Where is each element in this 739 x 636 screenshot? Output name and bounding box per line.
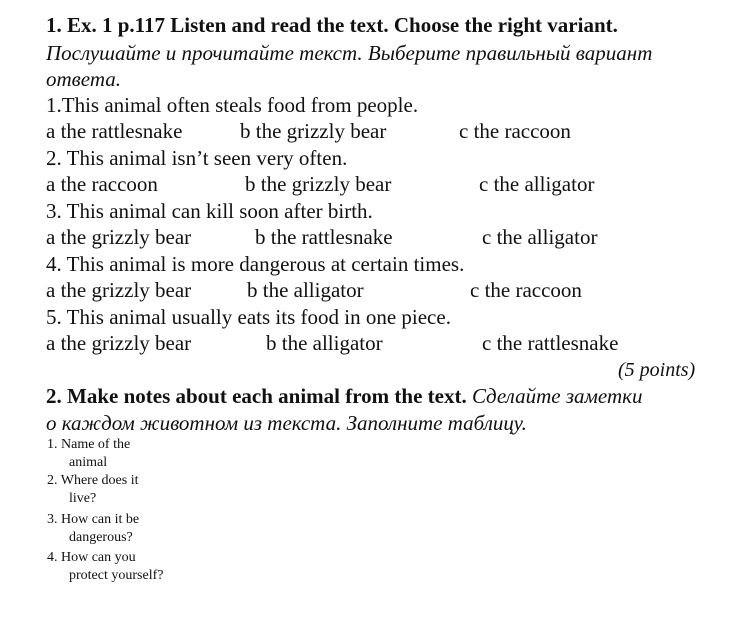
question-1-option-b: b the grizzly bear: [240, 119, 387, 143]
question-5-option-b: b the alligator: [266, 331, 383, 355]
table-row-1-label-line1: 1. Name of the: [47, 437, 131, 452]
question-4-option-c: c the raccoon: [470, 278, 582, 302]
question-2-option-c: c the alligator: [479, 172, 595, 196]
question-5-option-a: a the grizzly bear: [46, 331, 192, 355]
task1-heading: 1. Ex. 1 p.117 Listen and read the text. Choose the right variant.: [46, 13, 618, 37]
table-row-3-label-line1: 3. How can it be: [47, 512, 140, 527]
question-3-option-c: c the alligator: [482, 225, 598, 249]
table-row-1-label-line2: animal: [69, 455, 108, 470]
question-3-text: 3. This animal can kill soon after birth.: [46, 199, 373, 223]
question-5-option-c: c the rattlesnake: [482, 331, 619, 355]
question-1-text: 1.This animal often steals food from people.: [46, 93, 419, 117]
question-1-option-a: a the rattlesnake: [46, 119, 183, 143]
question-3-option-b: b the rattlesnake: [255, 225, 393, 249]
task2-heading-ru-line2: о каждом животном из текста. Заполните таблицу.: [46, 411, 527, 435]
task2-heading-bold: 2. Make notes about each animal from the text.: [46, 384, 467, 408]
question-3-option-a: a the grizzly bear: [46, 225, 192, 249]
question-2-option-b: b the grizzly bear: [245, 172, 392, 196]
table-row-3-label-line2: dangerous?: [69, 530, 133, 545]
task1-instruction-ru-line2: ответа.: [46, 67, 121, 91]
task1-instruction-ru-line1: Послушайте и прочитайте текст. Выберите правильный вариант: [46, 41, 653, 65]
question-4-text: 4. This animal is more dangerous at certain times.: [46, 252, 465, 276]
task2-heading-ru-part1: Сделайте заметки: [471, 384, 643, 408]
table-row-2-label-line1: 2. Where does it: [47, 473, 139, 488]
task2-heading: [46, 383, 642, 409]
question-4-option-b: b the alligator: [247, 278, 364, 302]
question-2-option-a: a the raccoon: [46, 172, 158, 196]
question-5-text: 5. This animal usually eats its food in one piece.: [46, 305, 451, 329]
table-row-4-label-line1: 4. How can you: [47, 550, 136, 565]
table-row-2-label-line2: live?: [69, 491, 97, 506]
question-1-option-c: c the raccoon: [459, 119, 571, 143]
task1-points: (5 points): [618, 359, 696, 381]
question-2-text: 2. This animal isn’t seen very often.: [46, 146, 348, 170]
table-row-4-label-line2: protect yourself?: [69, 568, 164, 583]
question-4-option-a: a the grizzly bear: [46, 278, 192, 302]
